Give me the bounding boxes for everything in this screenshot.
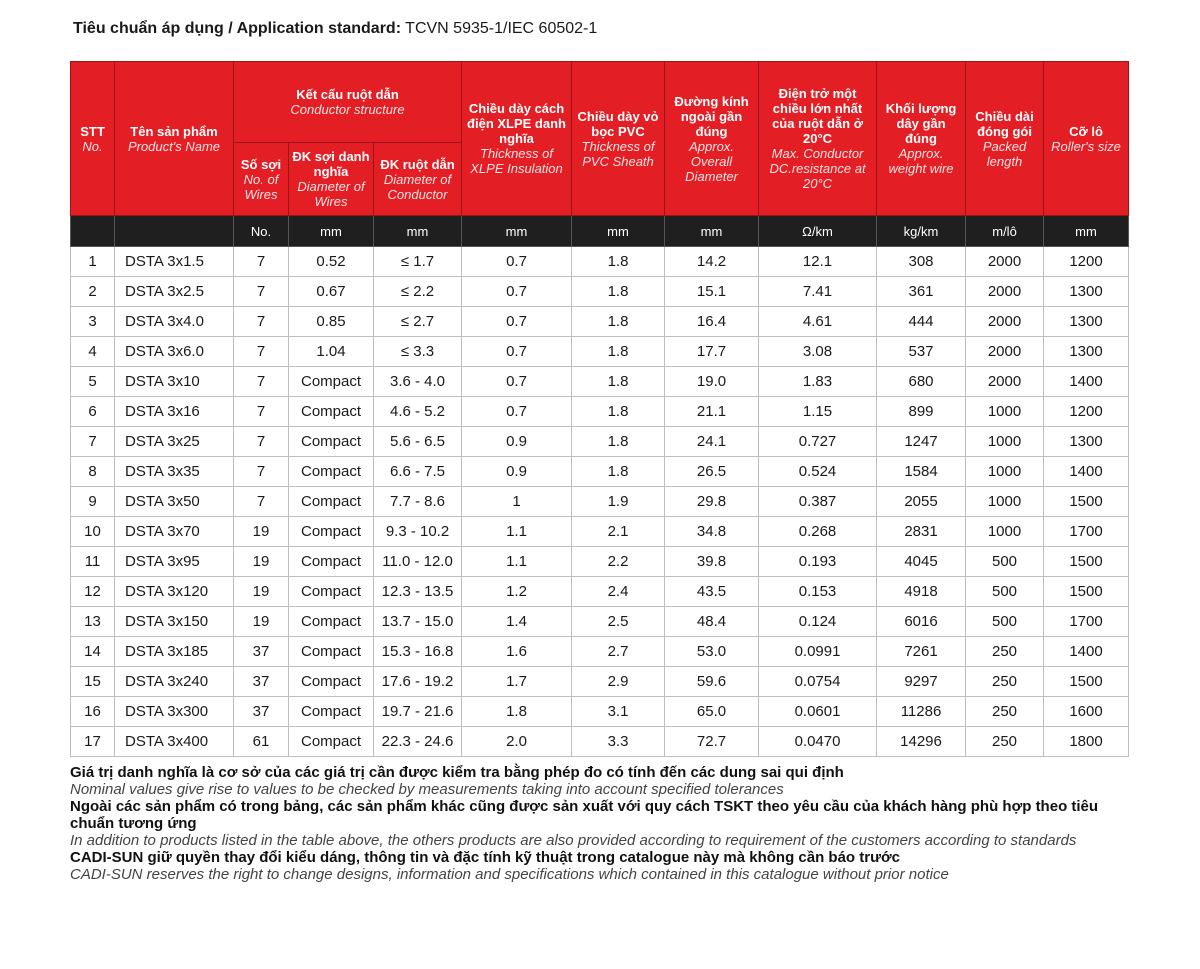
table-cell: 500 xyxy=(966,577,1044,607)
table-cell: 2055 xyxy=(877,487,966,517)
table-cell: 7 xyxy=(234,337,289,367)
table-cell: 2831 xyxy=(877,517,966,547)
table-cell: Compact xyxy=(289,727,374,757)
table-cell: Compact xyxy=(289,397,374,427)
table-cell: 4 xyxy=(71,337,115,367)
table-cell: 8 xyxy=(71,457,115,487)
note-vietnamese: Ngoài các sản phẩm có trong bảng, các sản phẩm khác cũng được sản xuất với quy cách TSKT theo yêu cầu của khách hàng phù hợp theo tiêu chuẩn tương ứng xyxy=(70,798,1099,832)
table-cell: 37 xyxy=(234,667,289,697)
table-row xyxy=(71,457,1129,487)
unit-cell xyxy=(115,216,234,247)
table-cell: 2.1 xyxy=(572,517,665,547)
header-wire-diameter: ĐK sợi danh nghĩa Diameter of Wires xyxy=(289,143,374,216)
table-cell: 3 xyxy=(71,307,115,337)
table-cell: 1300 xyxy=(1044,307,1129,337)
table-cell: 0.524 xyxy=(759,457,877,487)
header-pvc-thickness: Chiều dày vỏ bọc PVC Thickness of PVC Sheath xyxy=(572,62,665,216)
table-cell: 1000 xyxy=(966,427,1044,457)
table-cell: 0.9 xyxy=(462,457,572,487)
table-cell: ≤ 3.3 xyxy=(374,337,462,367)
table-cell: 0.0754 xyxy=(759,667,877,697)
table-cell: 22.3 - 24.6 xyxy=(374,727,462,757)
table-cell: 17.7 xyxy=(665,337,759,367)
table-cell: 1247 xyxy=(877,427,966,457)
table-cell: 1500 xyxy=(1044,667,1129,697)
units-row xyxy=(71,216,1129,247)
table-row xyxy=(71,367,1129,397)
table-cell: 680 xyxy=(877,367,966,397)
unit-cell: mm xyxy=(462,216,572,247)
table-cell: 0.0991 xyxy=(759,637,877,667)
table-cell: 0.67 xyxy=(289,277,374,307)
table-cell: 6 xyxy=(71,397,115,427)
table-cell: 4.61 xyxy=(759,307,877,337)
table-cell: 5.6 - 6.5 xyxy=(374,427,462,457)
header-no-of-wires: Số sợi No. of Wires xyxy=(234,143,289,216)
table-cell: 0.7 xyxy=(462,277,572,307)
product-name-cell: DSTA 3x10 xyxy=(115,367,234,397)
table-row xyxy=(71,697,1129,727)
table-cell: 37 xyxy=(234,697,289,727)
table-cell: 19.0 xyxy=(665,367,759,397)
product-name-cell: DSTA 3x4.0 xyxy=(115,307,234,337)
table-cell: 53.0 xyxy=(665,637,759,667)
table-cell: 21.1 xyxy=(665,397,759,427)
unit-cell: mm xyxy=(572,216,665,247)
table-cell: 3.3 xyxy=(572,727,665,757)
footnotes xyxy=(70,764,1130,883)
table-cell: 2 xyxy=(71,277,115,307)
table-cell: 2.0 xyxy=(462,727,572,757)
application-standard xyxy=(73,20,597,38)
unit-cell: No. xyxy=(234,216,289,247)
table-cell: 250 xyxy=(966,667,1044,697)
note-vietnamese: Giá trị danh nghĩa là cơ sở của các giá trị cần được kiểm tra bằng phép đo có tính đến các dung sai qui định xyxy=(70,764,844,781)
table-cell: 39.8 xyxy=(665,547,759,577)
product-name-cell: DSTA 3x400 xyxy=(115,727,234,757)
table-cell: 1.8 xyxy=(572,457,665,487)
table-cell: 0.7 xyxy=(462,367,572,397)
table-cell: 7 xyxy=(234,457,289,487)
table-cell: 1000 xyxy=(966,487,1044,517)
table-cell: Compact xyxy=(289,667,374,697)
product-name-cell: DSTA 3x25 xyxy=(115,427,234,457)
table-cell: 1.04 xyxy=(289,337,374,367)
table-row xyxy=(71,667,1129,697)
unit-cell: mm xyxy=(289,216,374,247)
table-row xyxy=(71,607,1129,637)
table-cell: ≤ 1.7 xyxy=(374,247,462,277)
table-cell: 19 xyxy=(234,577,289,607)
table-cell: 1000 xyxy=(966,397,1044,427)
table-cell: 1.9 xyxy=(572,487,665,517)
table-cell: 7 xyxy=(234,427,289,457)
table-cell: 34.8 xyxy=(665,517,759,547)
table-cell: 250 xyxy=(966,637,1044,667)
table-cell: 16.4 xyxy=(665,307,759,337)
table-cell: 500 xyxy=(966,607,1044,637)
table-cell: Compact xyxy=(289,697,374,727)
table-cell: 1700 xyxy=(1044,517,1129,547)
table-cell: 6016 xyxy=(877,607,966,637)
table-cell: 0.153 xyxy=(759,577,877,607)
product-name-cell: DSTA 3x150 xyxy=(115,607,234,637)
table-cell: 0.0470 xyxy=(759,727,877,757)
header-conductor-structure: Kết cấu ruột dẫn Conductor structure xyxy=(234,62,462,143)
table-cell: 6.6 - 7.5 xyxy=(374,457,462,487)
table-cell: 14296 xyxy=(877,727,966,757)
table-cell: 1.4 xyxy=(462,607,572,637)
table-cell: 13 xyxy=(71,607,115,637)
product-name-cell: DSTA 3x16 xyxy=(115,397,234,427)
product-name-cell: DSTA 3x300 xyxy=(115,697,234,727)
table-body xyxy=(71,247,1129,757)
table-cell: 17.6 - 19.2 xyxy=(374,667,462,697)
table-cell: 16 xyxy=(71,697,115,727)
table-row xyxy=(71,577,1129,607)
table-cell: 61 xyxy=(234,727,289,757)
table-cell: 19 xyxy=(234,607,289,637)
unit-cell: mm xyxy=(1044,216,1129,247)
table-cell: 7 xyxy=(71,427,115,457)
table-cell: 899 xyxy=(877,397,966,427)
table-cell: 1.8 xyxy=(572,397,665,427)
table-cell: 0.85 xyxy=(289,307,374,337)
table-cell: Compact xyxy=(289,427,374,457)
table-cell: 11 xyxy=(71,547,115,577)
table-cell: 7 xyxy=(234,367,289,397)
table-cell: 2.7 xyxy=(572,637,665,667)
table-cell: 0.193 xyxy=(759,547,877,577)
header-conductor-diameter: ĐK ruột dẫn Diameter of Conductor xyxy=(374,143,462,216)
table-cell: 48.4 xyxy=(665,607,759,637)
product-name-cell: DSTA 3x2.5 xyxy=(115,277,234,307)
table-cell: 7 xyxy=(234,487,289,517)
table-cell: 14.2 xyxy=(665,247,759,277)
table-cell: 9.3 - 10.2 xyxy=(374,517,462,547)
header-product-name: Tên sản phẩm Product's Name xyxy=(115,62,234,216)
table-cell: 537 xyxy=(877,337,966,367)
table-cell: 0.9 xyxy=(462,427,572,457)
table-cell: 0.268 xyxy=(759,517,877,547)
table-cell: 7 xyxy=(234,397,289,427)
table-cell: 0.0601 xyxy=(759,697,877,727)
unit-cell xyxy=(71,216,115,247)
table-cell: 26.5 xyxy=(665,457,759,487)
table-cell: ≤ 2.7 xyxy=(374,307,462,337)
table-cell: 2.4 xyxy=(572,577,665,607)
note-english: CADI-SUN reserves the right to change designs, information and specifications which contained in this catalogue without prior notice xyxy=(70,866,949,883)
table-cell: 0.124 xyxy=(759,607,877,637)
table-cell: 7.41 xyxy=(759,277,877,307)
product-name-cell: DSTA 3x120 xyxy=(115,577,234,607)
table-cell: 1500 xyxy=(1044,577,1129,607)
product-name-cell: DSTA 3x95 xyxy=(115,547,234,577)
table-cell: Compact xyxy=(289,607,374,637)
table-cell: 7 xyxy=(234,277,289,307)
table-cell: 1.15 xyxy=(759,397,877,427)
table-cell: 1500 xyxy=(1044,547,1129,577)
table-cell: 0.387 xyxy=(759,487,877,517)
table-cell: 361 xyxy=(877,277,966,307)
product-name-cell: DSTA 3x70 xyxy=(115,517,234,547)
table-cell: 9297 xyxy=(877,667,966,697)
table-cell: 19 xyxy=(234,547,289,577)
table-cell: 1.8 xyxy=(572,277,665,307)
header-weight: Khối lượng dây gần đúng Approx. weight wire xyxy=(877,62,966,216)
table-cell: 1.1 xyxy=(462,517,572,547)
table-cell: 14 xyxy=(71,637,115,667)
table-cell: 1.7 xyxy=(462,667,572,697)
table-cell: 2000 xyxy=(966,337,1044,367)
table-cell: 1600 xyxy=(1044,697,1129,727)
table-row xyxy=(71,637,1129,667)
table-cell: 12.1 xyxy=(759,247,877,277)
table-cell: 43.5 xyxy=(665,577,759,607)
table-cell: 11286 xyxy=(877,697,966,727)
table-cell: 1500 xyxy=(1044,487,1129,517)
table-cell: 17 xyxy=(71,727,115,757)
table-cell: 7261 xyxy=(877,637,966,667)
table-cell: 2.9 xyxy=(572,667,665,697)
table-cell: 15 xyxy=(71,667,115,697)
header-overall-diameter: Đường kính ngoài gần đúng Approx. Overall Diameter xyxy=(665,62,759,216)
table-cell: 444 xyxy=(877,307,966,337)
table-cell: 2000 xyxy=(966,367,1044,397)
table-cell: 0.7 xyxy=(462,337,572,367)
table-cell: 1200 xyxy=(1044,247,1129,277)
table-cell: 10 xyxy=(71,517,115,547)
cable-spec-table xyxy=(70,61,1129,757)
table-cell: 2.5 xyxy=(572,607,665,637)
table-cell: 59.6 xyxy=(665,667,759,697)
table-row xyxy=(71,307,1129,337)
table-cell: 250 xyxy=(966,697,1044,727)
table-cell: Compact xyxy=(289,547,374,577)
table-cell: 2.2 xyxy=(572,547,665,577)
table-cell: 0.7 xyxy=(462,397,572,427)
table-cell: 13.7 - 15.0 xyxy=(374,607,462,637)
table-cell: 11.0 - 12.0 xyxy=(374,547,462,577)
table-cell: 4.6 - 5.2 xyxy=(374,397,462,427)
table-cell: 2000 xyxy=(966,307,1044,337)
table-cell: 1.8 xyxy=(462,697,572,727)
table-cell: 1 xyxy=(462,487,572,517)
table-cell: 1200 xyxy=(1044,397,1129,427)
table-cell: 19.7 - 21.6 xyxy=(374,697,462,727)
table-cell: 3.6 - 4.0 xyxy=(374,367,462,397)
unit-cell: m/lô xyxy=(966,216,1044,247)
table-row xyxy=(71,727,1129,757)
table-cell: 15.1 xyxy=(665,277,759,307)
table-row xyxy=(71,337,1129,367)
table-cell: 4045 xyxy=(877,547,966,577)
table-cell: 1.8 xyxy=(572,427,665,457)
header-xlpe-thickness: Chiều dày cách điện XLPE danh nghĩa Thickness of XLPE Insulation xyxy=(462,62,572,216)
product-name-cell: DSTA 3x1.5 xyxy=(115,247,234,277)
table-cell: 65.0 xyxy=(665,697,759,727)
table-cell: 1700 xyxy=(1044,607,1129,637)
note-english: In addition to products listed in the table above, the others products are also provided according to requirement of the customers according to standards xyxy=(70,832,1077,849)
unit-cell: mm xyxy=(374,216,462,247)
unit-cell: mm xyxy=(665,216,759,247)
table-cell: Compact xyxy=(289,577,374,607)
table-cell: 0.7 xyxy=(462,307,572,337)
table-cell: 1400 xyxy=(1044,637,1129,667)
header-dc-resistance: Điện trở một chiều lớn nhất của ruột dẫn ở 20°C Max. Conductor DC.resistance at 20°C xyxy=(759,62,877,216)
table-row xyxy=(71,247,1129,277)
table-row xyxy=(71,517,1129,547)
table-cell: 1300 xyxy=(1044,277,1129,307)
table-cell: 1 xyxy=(71,247,115,277)
table-cell: 1.1 xyxy=(462,547,572,577)
table-cell: 19 xyxy=(234,517,289,547)
table-cell: 1300 xyxy=(1044,427,1129,457)
table-cell: 1400 xyxy=(1044,457,1129,487)
table-cell: 2000 xyxy=(966,247,1044,277)
table-cell: 0.727 xyxy=(759,427,877,457)
table-row xyxy=(71,277,1129,307)
table-cell: 1000 xyxy=(966,517,1044,547)
table-cell: Compact xyxy=(289,517,374,547)
product-name-cell: DSTA 3x35 xyxy=(115,457,234,487)
table-cell: 9 xyxy=(71,487,115,517)
note-vietnamese: CADI-SUN giữ quyền thay đổi kiểu dáng, thông tin và đặc tính kỹ thuật trong catalogue này mà không cần báo trước xyxy=(70,849,900,866)
table-cell: 1.8 xyxy=(572,337,665,367)
table-cell: 1.8 xyxy=(572,307,665,337)
header-packed-length: Chiều dài đóng gói Packed length xyxy=(966,62,1044,216)
table-cell: 1.2 xyxy=(462,577,572,607)
unit-cell: Ω/km xyxy=(759,216,877,247)
table-cell: Compact xyxy=(289,457,374,487)
table-cell: 1584 xyxy=(877,457,966,487)
table-cell: 1800 xyxy=(1044,727,1129,757)
table-cell: 4918 xyxy=(877,577,966,607)
table-cell: Compact xyxy=(289,367,374,397)
table-cell: 0.52 xyxy=(289,247,374,277)
table-cell: 72.7 xyxy=(665,727,759,757)
table-cell: 1300 xyxy=(1044,337,1129,367)
table-cell: 29.8 xyxy=(665,487,759,517)
table-row xyxy=(71,487,1129,517)
table-cell: 24.1 xyxy=(665,427,759,457)
header-stt: STT No. xyxy=(71,62,115,216)
product-name-cell: DSTA 3x185 xyxy=(115,637,234,667)
table-cell: 1400 xyxy=(1044,367,1129,397)
table-cell: 1.8 xyxy=(572,247,665,277)
table-cell: 5 xyxy=(71,367,115,397)
standard-value: TCVN 5935-1/IEC 60502-1 xyxy=(405,20,598,37)
table-cell: 1.83 xyxy=(759,367,877,397)
table-cell: 0.7 xyxy=(462,247,572,277)
product-name-cell: DSTA 3x240 xyxy=(115,667,234,697)
table-cell: 308 xyxy=(877,247,966,277)
table-cell: 7 xyxy=(234,307,289,337)
table-cell: Compact xyxy=(289,487,374,517)
table-cell: 7.7 - 8.6 xyxy=(374,487,462,517)
standard-label: Tiêu chuẩn áp dụng / Application standard: xyxy=(73,20,402,37)
table-cell: 3.08 xyxy=(759,337,877,367)
header-roller-size: Cỡ lô Roller's size xyxy=(1044,62,1129,216)
table-cell: 1.6 xyxy=(462,637,572,667)
table-row xyxy=(71,547,1129,577)
table-cell: 15.3 - 16.8 xyxy=(374,637,462,667)
table-cell: 3.1 xyxy=(572,697,665,727)
table-cell: ≤ 2.2 xyxy=(374,277,462,307)
table-row xyxy=(71,397,1129,427)
table-cell: 500 xyxy=(966,547,1044,577)
product-name-cell: DSTA 3x6.0 xyxy=(115,337,234,367)
table-row xyxy=(71,427,1129,457)
table-cell: 2000 xyxy=(966,277,1044,307)
table-cell: 12.3 - 13.5 xyxy=(374,577,462,607)
table-cell: 37 xyxy=(234,637,289,667)
table-cell: 1000 xyxy=(966,457,1044,487)
table-cell: Compact xyxy=(289,637,374,667)
table-cell: 7 xyxy=(234,247,289,277)
unit-cell: kg/km xyxy=(877,216,966,247)
table-cell: 12 xyxy=(71,577,115,607)
note-english: Nominal values give rise to values to be checked by measurements taking into account specified tolerances xyxy=(70,781,784,798)
product-name-cell: DSTA 3x50 xyxy=(115,487,234,517)
table-cell: 1.8 xyxy=(572,367,665,397)
table-cell: 250 xyxy=(966,727,1044,757)
